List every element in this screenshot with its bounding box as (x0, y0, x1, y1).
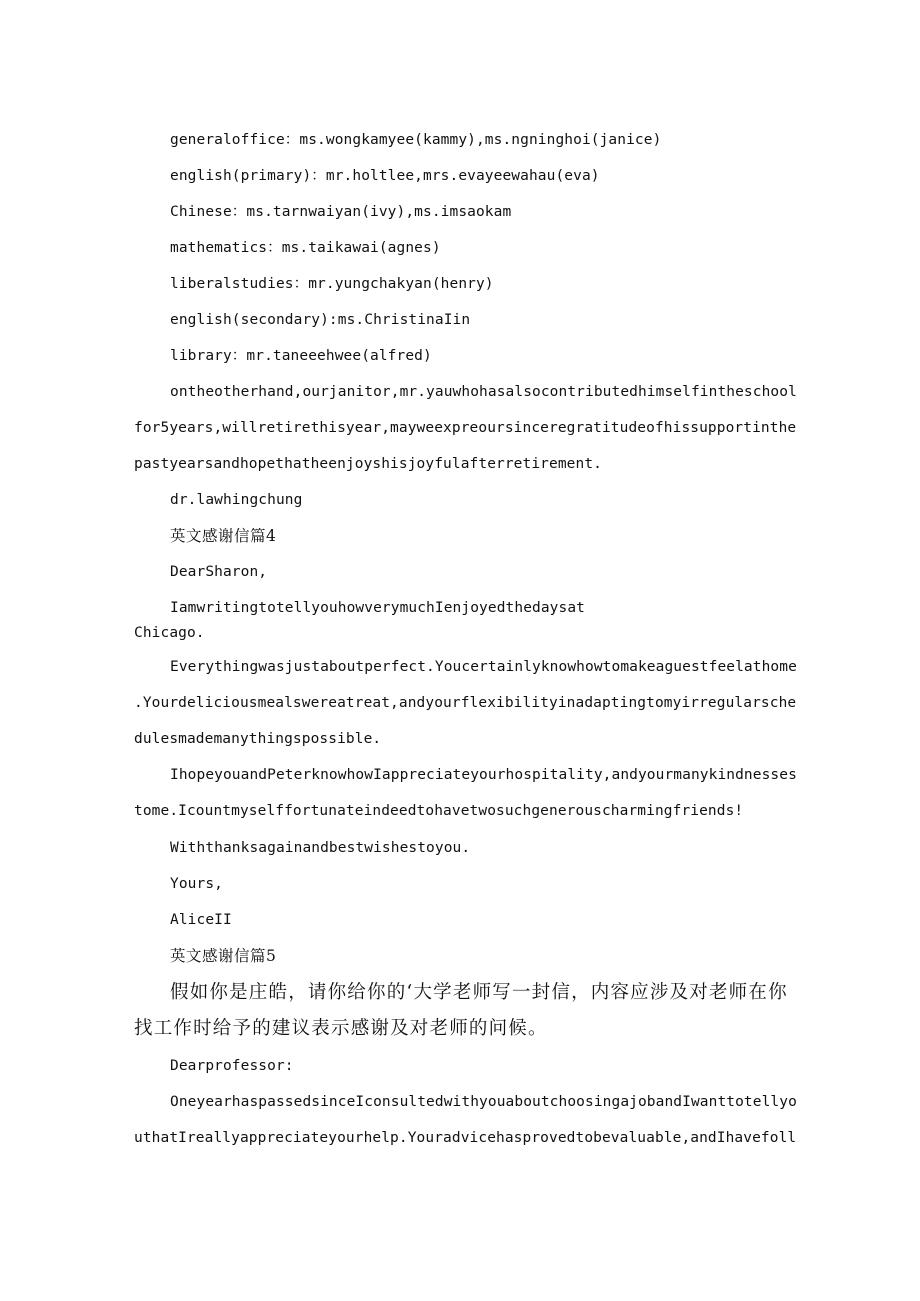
closing-line: Withthanksagainandbestwishestoyou. (170, 840, 471, 856)
paragraph-line: IamwritingtotellyouhowverymuchIenjoyedthedaysat (170, 600, 585, 616)
paragraph-line: IhopeyouandPeterknowhowIappreciateyourhospitality,andyourmanykindnesses (170, 767, 797, 783)
signature: AliceII (170, 912, 232, 928)
paragraph-line: Everythingwasjustaboutperfect.Youcertainlyknowhowtomakeaguestfeelathome (170, 659, 797, 675)
paragraph-line: for5years,willretirethisyear,mayweexpreoursinceregratitudeofhissupportinthe (134, 420, 797, 436)
staff-line-english-secondary: english(secondary):ms.ChristinaIin (170, 312, 471, 328)
paragraph-line: OneyearhaspassedsinceIconsultedwithyouaboutchoosingajobandIwanttotellyo (170, 1094, 797, 1110)
paragraph-line: Chicago. (134, 625, 205, 641)
salutation: DearSharon, (170, 564, 268, 580)
prompt-line: 找工作时给予的建议表示感谢及对老师的问候。 (134, 1018, 548, 1039)
staff-line-english-primary: english(primary)：mr.holtlee,mrs.evayeewahau(eva) (170, 168, 600, 184)
staff-line-general-office: generaloffice：ms.wongkamyee(kammy),ms.ngninghoi(janice) (170, 132, 662, 148)
salutation: Dearprofessor: (170, 1058, 294, 1074)
paragraph-line: uthatIreallyappreciateyourhelp.Youradvicehasprovedtobevaluable,andIhavefoll (134, 1130, 797, 1146)
paragraph-line: ontheotherhand,ourjanitor,mr.yauwhohasalsocontributedhimselfintheschool (170, 384, 797, 400)
valediction: Yours, (170, 876, 223, 892)
staff-line-mathematics: mathematics：ms.taikawai(agnes) (170, 240, 441, 256)
staff-line-liberal-studies: liberalstudies：mr.yungchakyan(henry) (170, 276, 494, 292)
section-heading: 英文感谢信篇5 (170, 947, 277, 965)
paragraph-line: dulesmademanythingspossible. (134, 731, 382, 747)
section-heading: 英文感谢信篇4 (170, 527, 277, 545)
prompt-line: 假如你是庄皓，请你给你的‘大学老师写一封信，内容应涉及对老师在你 (170, 982, 788, 1003)
signature: dr.lawhingchung (170, 492, 303, 508)
paragraph-line: tome.Icountmyselffortunateindeedtohavetwosuchgenerouscharmingfriends! (134, 803, 744, 819)
paragraph-line: pastyearsandhopethatheenjoyshisjoyfulafterretirement. (134, 456, 602, 472)
paragraph-line: .Yourdeliciousmealswereatreat,andyourflexibilityinadaptingtomyirregularsche (134, 695, 797, 711)
staff-line-library: library：mr.taneeehwee(alfred) (170, 348, 432, 364)
staff-line-chinese: Chinese：ms.tarnwaiyan(ivy),ms.imsaokam (170, 204, 512, 220)
